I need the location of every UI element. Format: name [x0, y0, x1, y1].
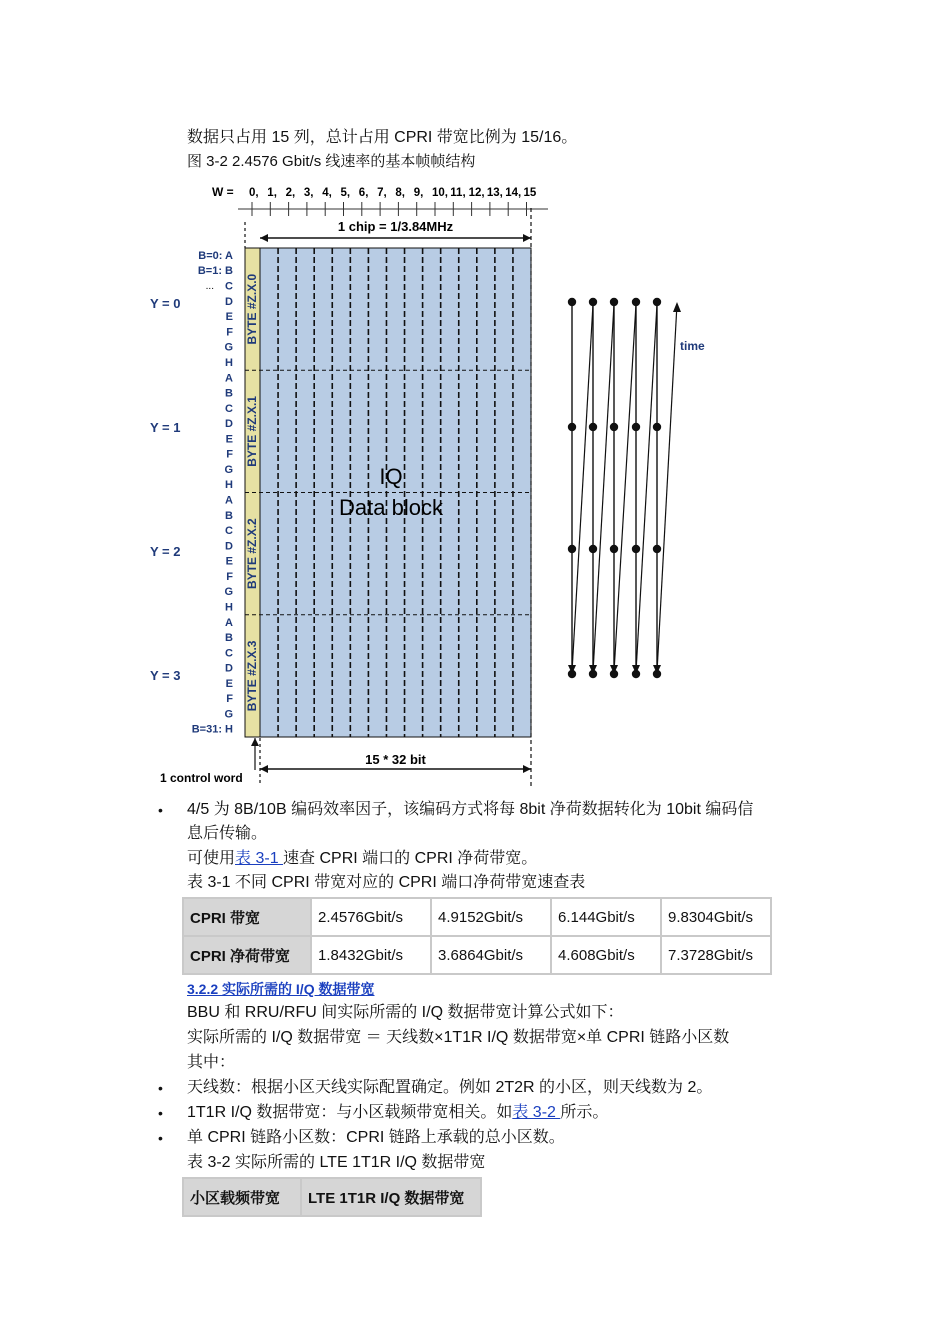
b-label: H: [225, 356, 233, 369]
time-sample-dot: [568, 298, 576, 306]
table-header-cell: 小区载频带宽: [183, 1178, 301, 1216]
figure-caption: 图 3-2 2.4576 Gbit/s 线速率的基本帧帧结构: [187, 153, 476, 170]
time-sample-dot: [632, 298, 640, 306]
cpri-bandwidth-table: [182, 897, 772, 975]
b-label: C: [225, 647, 233, 660]
w-tick-label: 11,: [450, 187, 466, 199]
bullet-8b10b-line1: 4/5 为 8B/10B 编码效率因子，该编码方式将每 8bit 净荷数据转化为 10bit 编码信: [187, 801, 754, 818]
time-sample-dot: [610, 298, 618, 306]
chip-arrow-right-head: [523, 234, 531, 242]
bullet-marker: •: [158, 1080, 163, 1096]
b-label: B: [225, 509, 233, 522]
cpri-frame-figure: [140, 178, 710, 790]
b-label: A: [225, 494, 233, 507]
time-sample-dot: [653, 545, 661, 553]
y-label: Y = 0: [150, 296, 181, 311]
bullet-marker: •: [158, 1105, 163, 1121]
table-cell: 4.9152Gbit/s: [431, 898, 551, 936]
chip-label: 1 chip = 1/3.84MHz: [337, 219, 454, 234]
time-sample-dot: [589, 423, 597, 431]
b-label: B: [225, 632, 233, 645]
chip-arrow-left-head: [260, 234, 268, 242]
table-3-2-link[interactable]: 表 3-2: [512, 1104, 561, 1121]
bullet-cell-count: 单 CPRI 链路小区数：CPRI 链路上承载的总小区数。: [187, 1129, 565, 1146]
bullet-antenna: 天线数：根据小区天线实际配置确定。例如 2T2R 的小区，则天线数为 2。: [187, 1079, 713, 1096]
bullet-1t1r: [187, 1102, 608, 1124]
time-wrap-line: [572, 304, 593, 672]
b-label: H: [225, 601, 233, 614]
table-row: [183, 1178, 481, 1216]
b-label: D: [225, 662, 233, 675]
section-heading-link[interactable]: 3.2.2 实际所需的 I/Q 数据带宽: [187, 981, 375, 997]
w-tick-label: 9,: [413, 187, 424, 199]
b-label: G: [224, 463, 233, 476]
y-label: Y = 1: [150, 420, 181, 435]
control-word-label: 1 control word: [160, 771, 243, 785]
b-label: H: [225, 479, 233, 492]
w-tick-label: 13,: [486, 187, 503, 199]
b-label: F: [226, 570, 233, 583]
b-label: D: [225, 295, 233, 308]
time-wrap-line: [593, 304, 614, 672]
b-label: G: [224, 341, 233, 354]
b-label: E: [225, 433, 233, 446]
w-tick-label: 2,: [285, 187, 296, 199]
y-label: Y = 2: [150, 544, 181, 559]
ref-suffix: 速查 CPRI 端口的 CPRI 净荷带宽。: [283, 850, 538, 867]
table2-caption: 表 3-2 实际所需的 LTE 1T1R I/Q 数据带宽: [187, 1154, 486, 1171]
b-label: G: [224, 708, 233, 721]
b3-suffix: 所示。: [560, 1104, 609, 1121]
where-label: 其中：: [187, 1054, 236, 1071]
table-header-cell: LTE 1T1R I/Q 数据带宽: [301, 1178, 481, 1216]
b-label: G: [224, 586, 233, 599]
time-sample-dot: [653, 423, 661, 431]
time-sample-dot: [568, 423, 576, 431]
w-tick-label: 10,: [432, 187, 448, 199]
time-sample-dot: [632, 423, 640, 431]
b-label: A: [225, 372, 233, 385]
table-cell: 3.6864Gbit/s: [431, 936, 551, 974]
table-cell: 7.3728Gbit/s: [661, 936, 771, 974]
time-wrap-line: [614, 304, 636, 672]
table-ref-paragraph: [187, 848, 537, 870]
w-tick-label: 4,: [322, 187, 332, 199]
byte-label: BYTE #Z.X.3: [245, 640, 259, 712]
time-sample-dot: [610, 423, 618, 431]
table-header-cell: CPRI 带宽: [183, 898, 311, 936]
w-tick-label: 15: [523, 187, 537, 199]
data-block-label: Data block: [339, 495, 443, 520]
b-label: C: [225, 280, 233, 293]
time-label: time: [680, 339, 705, 353]
formula: 实际所需的 I/Q 数据带宽 ＝ 天线数×1T1R I/Q 数据带宽×单 CPRI 链路小区数: [187, 1029, 730, 1046]
table1-caption: 表 3-1 不同 CPRI 带宽对应的 CPRI 端口净荷带宽速查表: [187, 874, 586, 891]
time-sample-dot: [610, 545, 618, 553]
section-heading-wrap: [187, 978, 374, 1001]
w-tick-label: 3,: [303, 187, 314, 199]
table-cell: 9.8304Gbit/s: [661, 898, 771, 936]
time-sample-dot: [589, 545, 597, 553]
bit-arrow-left-head: [260, 765, 268, 773]
bullet-8b10b-line2: 息后传输。: [187, 825, 268, 842]
byte-label: BYTE #Z.X.0: [245, 273, 259, 345]
b-label: C: [225, 402, 233, 415]
b-label: F: [226, 448, 233, 461]
b-label: A: [225, 616, 233, 629]
byte-label: BYTE #Z.X.2: [245, 518, 259, 589]
intro-paragraph: 数据只占用 15 列，总计占用 CPRI 带宽比例为 15/16。: [187, 129, 578, 146]
b-label: E: [225, 311, 233, 324]
ref-prefix: 可使用: [187, 850, 236, 867]
bit-arrow-right-head: [523, 765, 531, 773]
w-tick-label: 14,: [505, 187, 522, 199]
iq-label: IQ: [379, 464, 403, 489]
table-header-cell: CPRI 净荷带宽: [183, 936, 311, 974]
iq-bandwidth-table: [182, 1177, 482, 1217]
control-word-pointer-head: [251, 738, 259, 746]
time-wrap-arrow: [673, 302, 681, 312]
table-cell: 2.4576Gbit/s: [311, 898, 431, 936]
w-tick-label: 8,: [395, 187, 405, 199]
time-sample-dot: [632, 545, 640, 553]
y-label: Y = 3: [150, 668, 181, 683]
b-label: F: [226, 326, 233, 339]
table-3-1-link[interactable]: 表 3-1: [235, 850, 284, 867]
w-tick-label: 12,: [468, 187, 485, 199]
time-sample-dot: [653, 298, 661, 306]
bullet-marker: •: [158, 802, 163, 818]
b-label: D: [225, 418, 233, 431]
time-sample-dot: [589, 298, 597, 306]
table-row: [183, 898, 771, 936]
table-cell: 4.608Gbit/s: [551, 936, 661, 974]
time-wrap-line: [636, 304, 657, 672]
w-tick-label: 6,: [358, 187, 369, 199]
formula-intro: BBU 和 RRU/RFU 间实际所需的 I/Q 数据带宽计算公式如下：: [187, 1004, 624, 1021]
table-cell: 6.144Gbit/s: [551, 898, 661, 936]
b-label: F: [226, 693, 233, 706]
b-label: C: [225, 525, 233, 538]
b-label: B: [225, 387, 233, 400]
bullet-marker: •: [158, 1130, 163, 1146]
time-wrap-line: [657, 304, 677, 672]
b-label: B=1: B: [197, 265, 233, 277]
b-ellipsis: ...: [205, 281, 214, 292]
w-tick-label: 1,: [267, 187, 277, 199]
w-tick-label: 0,: [249, 187, 259, 199]
b3-prefix: 1T1R I/Q 数据带宽：与小区载频带宽相关。如: [187, 1104, 513, 1121]
b-label: B=31: H: [191, 723, 233, 736]
w-tick-label: 5,: [340, 187, 351, 199]
table-row: [183, 936, 771, 974]
b-label: B=0: A: [198, 250, 233, 262]
time-sample-dot: [568, 545, 576, 553]
w-tick-label: 7,: [377, 187, 387, 199]
table-cell: 1.8432Gbit/s: [311, 936, 431, 974]
w-label: W =: [212, 185, 234, 199]
b-label: E: [225, 677, 233, 690]
b-label: D: [225, 540, 233, 553]
b-label: E: [225, 555, 233, 568]
bit-label: 15 * 32 bit: [365, 752, 426, 767]
byte-label: BYTE #Z.X.1: [245, 396, 259, 467]
